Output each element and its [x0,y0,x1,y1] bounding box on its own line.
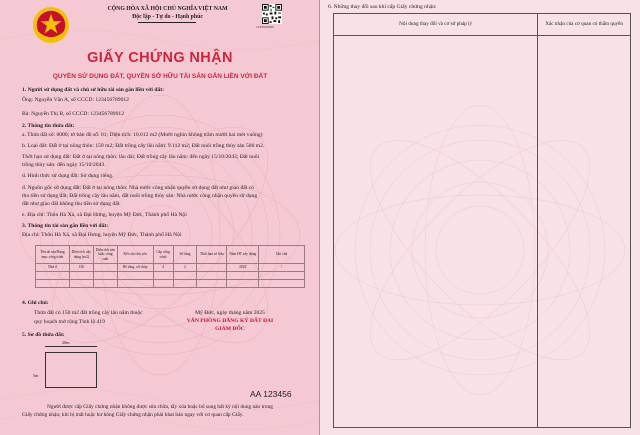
land-origin-line-1: đ. Nguồn gốc sử dụng đất: Đất ở tại nông thôn: Nhà nước công nhận quyền sử dụng đất như giao đất có [22,185,254,191]
asset-table-cell [69,272,93,280]
asset-address: Địa chỉ: Thôn Hà Xá, xã Đại Hưng, huyện Mỹ Đức, Thành phố Hà Nội [22,232,182,238]
national-title: CỘNG HÒA XÃ HỘI CHỦ NGHĨA VIỆT NAM [107,6,228,12]
asset-table-cell [173,280,197,288]
asset-table-header-cell: Tên tài sản/Hạng mục công trình [36,246,70,264]
asset-table-cell [93,280,117,288]
asset-table-cell [259,272,305,280]
certificate-subtitle: QUYỀN SỬ DỤNG ĐẤT, QUYỀN SỞ HỮU TÀI SẢN GẮN LIỀN VỚI ĐẤT [52,73,268,80]
table-row [334,36,631,428]
changes-column-content: Nội dung thay đổi và cơ sở pháp lý [334,14,538,36]
parcel-info: a. Thửa đất số: 0000; tờ bản đồ số: 01; Diện tích: 10.012 m2 (Mười nghìn không trăm mười hai mét vuông) [22,132,263,138]
asset-table-cell [153,280,173,288]
land-origin-line-2: thu tiền sử dụng đất; Đất trồng cây lâu năm, đất nuôi trồng thủy sản: Nhà nước công nhận quyền sử dụng [22,193,258,199]
asset-table-header-cell: Kết cấu chủ yếu [117,246,153,264]
section-2-heading: 2. Thông tin thửa đất: [22,123,75,129]
footer-warning-line-2: Giấy chứng nhận; khi bị mất hoặc hư hỏng Giấy chứng nhận phải khai báo ngay với cơ quan cấp Giấy. [22,412,244,418]
changes-content-cell [334,36,538,428]
asset-table-header-cell: Cấp công trình [153,246,173,264]
table-row [36,280,305,288]
parcel-sketch [45,352,97,388]
asset-table-header-cell: Thời hạn sở hữu [197,246,227,264]
signature-date: Mỹ Đức, ngày tháng năm 2025 [195,310,265,316]
asset-table-header-cell: Năm HT xây dựng [227,246,259,264]
footer-warning-line-1: Người được cấp Giấy chứng nhận không được sửa chữa, tẩy xóa hoặc bổ sung bất kỳ nội dung nào trong [47,404,273,410]
signer-title: GIÁM ĐỐC [215,326,245,332]
national-emblem-icon [32,6,70,44]
motto-underline [138,22,196,23]
asset-table-cell [36,272,70,280]
asset-table-cell: Bê tông, cốt thép [117,264,153,272]
section-5-heading: 5. Sơ đồ thửa đất: [22,332,65,338]
asset-table-cell: / [259,264,305,272]
owner-2: Bà: Nguyễn Thị B, số CCCD: 123456789012 [22,111,124,117]
certificate-title: GIẤY CHỨNG NHẬN [87,50,233,66]
sketch-width-label: 20m [62,340,70,345]
asset-table-cell [93,264,117,272]
asset-table-cell [227,280,259,288]
owner-1: Ông: Nguyễn Văn A, số CCCD: 123456789012 [22,97,129,103]
asset-table-cell [197,272,227,280]
national-motto: Độc lập - Tự do - Hạnh phúc [132,14,203,20]
asset-table-cell [153,272,173,280]
section-4-heading: 4. Ghi chú: [22,300,49,306]
asset-table-cell [227,272,259,280]
asset-table-header [36,246,305,264]
asset-table-cell: 2 [173,264,197,272]
sketch-width-dimension-line [45,346,97,347]
land-term-line-1: Thời hạn sử dụng đất: Đất ở tại nông thôn: lâu dài; Đất trồng cây lâu năm: đến ngày 15/10/2043; Đất nuôi [22,154,260,160]
changes-column-confirmation: Xác nhận của cơ quan có thẩm quyền [538,14,631,36]
asset-table-cell [69,280,93,288]
sketch-height-label: 5m [33,373,39,378]
asset-table-cell [36,280,70,288]
changes-table [333,13,631,428]
asset-table-cell [117,280,153,288]
changes-table-header [334,14,631,36]
asset-table-cell: 4 [153,264,173,272]
issuing-office: VĂN PHÒNG ĐĂNG KÝ ĐẤT ĐAI [186,318,274,324]
asset-table-cell: Nhà ở [36,264,70,272]
qr-code-icon [262,4,282,24]
asset-table-cell [117,272,153,280]
section-1-heading: 1. Người sử dụng đất và chủ sở hữu tài sản gắn liền với đất: [22,87,164,93]
changes-confirmation-cell [538,36,631,428]
certificate-serial-number: AA 123456 [250,389,292,399]
asset-table-cell [197,280,227,288]
asset-table-header-cell: Diện tích sàn hoặc công suất [93,246,117,264]
asset-table-cell [197,264,227,272]
asset-table [35,245,305,288]
note-line-1: Thửa đất có 150 m2 đất trồng cây lâu năm thuộc [34,310,143,316]
asset-table-cell: 150 [69,264,93,272]
asset-table-header-cell: Ghi chú [259,246,305,264]
table-row [36,272,305,280]
land-type: b. Loại đất: Đất ở tại nông thôn: 150 m2; Đất trồng cây lâu năm: 9.112 m2; Đất nuôi trồng thủy sản 500 m2. [22,143,265,149]
table-row [36,264,305,272]
land-origin-line-3: đất như giao đất không thu tiền sử dụng đất. [22,201,121,207]
asset-table-header-cell: Diện tích xây dựng (m2) [69,246,93,264]
asset-table-header-cell: Số tầng [173,246,197,264]
note-line-2: quy hoạch mở rộng Tỉnh lộ 419 [34,319,105,325]
asset-table-cell [173,272,197,280]
qr-code-label: 1234567890 [256,25,274,29]
land-term-line-2: trồng thủy sản: đến ngày 15/10/2043. [22,162,106,168]
asset-table-cell [259,280,305,288]
land-use-form: d. Hình thức sử dụng đất: Sử dụng riêng. [22,173,114,179]
asset-table-cell [93,272,117,280]
land-address: e. Địa chỉ: Thôn Hà Xá, xã Đại Hưng, huyện Mỹ Đức, Thành phố Hà Nội [22,212,187,218]
asset-table-cell: 2023 [227,264,259,272]
section-3-heading: 3. Thông tin tài sản gắn liền với đất: [22,223,109,229]
changes-heading: 6. Những thay đổi sau khi cấp Giấy chứng nhận: [328,4,437,10]
certificate-changes-page [320,0,640,435]
